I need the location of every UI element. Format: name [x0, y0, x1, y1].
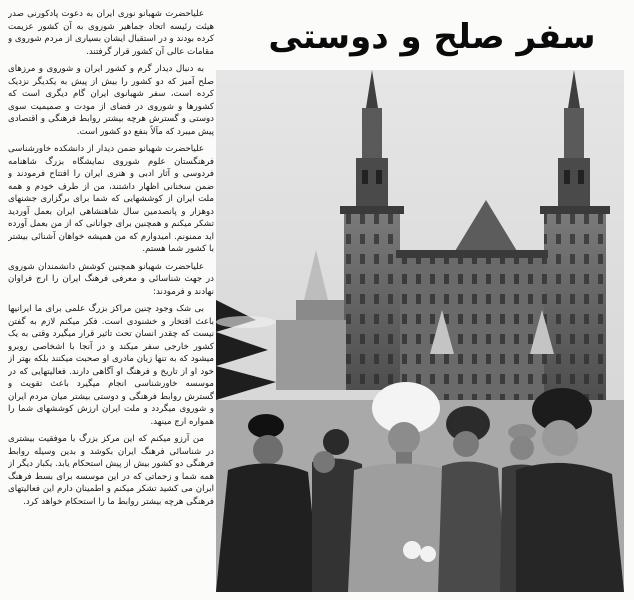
article-headline: سفر صلح و دوستی: [268, 17, 596, 57]
article-paragraph: علیاحضرت شهبانو ضمن دیدار از دانشکده خاورشناسی فرهنگستان علوم شوروی نمایشگاه بزرگ شاهنامه فردوسی و آثار ادبی و هنری ایران را افتتاح فرمودند و ضمن سخنانی اظهار داشتند، من از طرف خودم و همه ملت ایران از کوششهایی که شما برای برگزاری جشنهای دوهزار و پانصدمین سال شاهنشاهی ایران بعمل آوردید تشکر میکنم و همچنین برای جوانانی که از من بعمل آورده اید ممنونم. امیدوارم که من همیشه خواهان آشنائی بیشتر با کشور شما هستم.: [8, 144, 214, 254]
article-paragraph: علیاحضرت شهبانو همچنین کوشش دانشمندان شوروی در جهت شناسائی و معرفی فرهنگ ایران را ارج فراوان نهادند و فرمودند:: [8, 261, 214, 297]
photo-illustration: [216, 70, 624, 592]
article-paragraph: به دنبال دیدار گرم و کشور ایران و شوروی و مرزهای صلح آمیز که دو کشور را بیش از پیش به یکدیگر نزدیک کرده است، سفر شهبانوی ایران گام دیگری است که کشورها و شوروی در فضای از مودت و صمیمیت سوی دوستی و گسترش هرچه بیشتر روابط فرهنگی و اقتصادی پیش میبرد که مآلاً بنفع دو کشور است.: [8, 64, 214, 137]
article-photo: [216, 70, 624, 592]
article-text-column: [8, 8, 214, 592]
article-paragraph: بی شک وجود چنین مراکز بزرگ علمی برای ما ایرانیها باعث افتخار و خشنودی است. فکر میکنم لازم به گفتن نیست که چقدر انسان تحت تاثیر قرار میگیرد وقتی به یک کشور خارجی سفر میکند و در آنجا با اشخاصی روبرو میشود که به تنها زبان مادری او صحبت میکنند بلکه بهتر از خود او از تاریخ و فرهنگ او آگاهی دارند. فعالیتهایی که در موسسه خاورشناسی انجام میگیرد باعث تقویت و گسترش روابط فرهنگی و دوستی بیشتر میان مردم ایران و شوروی میگردد و ملت ایران ارزش کوششهای شما را همواره ارج مینهد.: [8, 304, 214, 427]
article-paragraph: من آرزو میکنم که این مرکز بزرگ با موفقیت بیشتری در شناسائی فرهنگ ایران بکوشد و بدین وسیله روابط فرهنگی دو کشور بیش از پیش استحکام یابد. یکبار دیگر از همه شما و زحماتی که در این موسسه برای بسط فرهنگ ایران می کشید تشکر میکنم و اطمینان دارم این فعالیتهای فرهنگی هرچه بیشتر روابط ما را استحکام خواهد کرد.: [8, 434, 214, 507]
article-paragraph: علیاحضرت شهبانو نوری ایران به دعوت پادکورنی صدر هیئت رئیسه اتحاد جماهیر شوروی به آن کشور عزیمت کرده بودند و در استقبال ایشان بسیاری از مردم شوروی و مقامات عالی آن کشور قرار گرفتند.: [8, 9, 214, 57]
